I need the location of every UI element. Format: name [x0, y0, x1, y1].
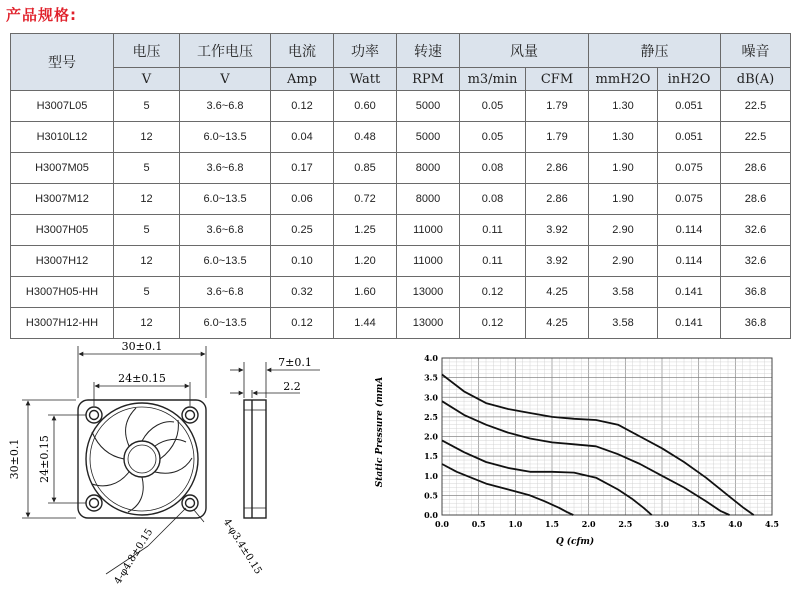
table-cell: 0.075	[658, 153, 721, 184]
table-cell: 2.90	[589, 215, 658, 246]
pq-curve-chart	[370, 348, 790, 548]
table-cell: 32.6	[721, 215, 791, 246]
table-cell: 12	[114, 308, 180, 339]
unit-cell: m3/min	[460, 68, 526, 91]
table-cell: 8000	[397, 153, 460, 184]
header-airflow: 风量	[460, 34, 589, 68]
hole-diameter-inner: 4-φ3.4±0.15	[220, 516, 264, 577]
table-cell: 11000	[397, 246, 460, 277]
table-cell: 6.0~13.5	[180, 246, 271, 277]
unit-cell: inH2O	[658, 68, 721, 91]
header-noise: 噪音	[721, 34, 791, 68]
table-cell: 12	[114, 184, 180, 215]
table-cell: 5	[114, 91, 180, 122]
table-cell: 28.6	[721, 153, 791, 184]
hole-spacing-dimension: 24±0.15	[118, 372, 166, 385]
table-cell: 1.79	[526, 122, 589, 153]
table-cell: 3.58	[589, 277, 658, 308]
table-cell: 0.11	[460, 215, 526, 246]
table-cell: 13000	[397, 308, 460, 339]
table-cell: 0.05	[460, 91, 526, 122]
table-cell: 0.85	[334, 153, 397, 184]
unit-cell: V	[114, 68, 180, 91]
x-tick-label: 3.0	[655, 519, 669, 529]
table-cell: 3.92	[526, 246, 589, 277]
table-cell: 6.0~13.5	[180, 184, 271, 215]
fan-front-view	[78, 400, 206, 518]
model-cell: H3010L12	[11, 122, 114, 153]
y-axis-label: Static Pressure (mmA	[375, 376, 385, 488]
height-dimension: 30±0.1	[8, 438, 21, 480]
pq-curve-2	[442, 401, 730, 515]
header-voltage: 电压	[114, 34, 180, 68]
fan-side-view	[244, 400, 266, 518]
y-tick-label: 1.5	[424, 451, 438, 462]
table-cell: 2.86	[526, 184, 589, 215]
table-cell: 22.5	[721, 91, 791, 122]
table-cell: 6.0~13.5	[180, 122, 271, 153]
table-cell: 0.12	[460, 308, 526, 339]
table-cell: 0.17	[271, 153, 334, 184]
page-title: 产品规格:	[6, 6, 77, 24]
spec-table	[10, 33, 791, 339]
table-cell: 0.25	[271, 215, 334, 246]
table-cell: 22.5	[721, 122, 791, 153]
unit-cell: Amp	[271, 68, 334, 91]
header-speed: 转速	[397, 34, 460, 68]
table-cell: 3.6~6.8	[180, 91, 271, 122]
table-cell: 0.075	[658, 184, 721, 215]
unit-cell: V	[180, 68, 271, 91]
table-cell: 5	[114, 277, 180, 308]
table-row	[11, 215, 791, 246]
x-axis-label: Q (cfm)	[555, 537, 595, 547]
header-current: 电流	[271, 34, 334, 68]
x-tick-label: 1.5	[545, 519, 559, 529]
table-cell: 12	[114, 122, 180, 153]
table-cell: 3.58	[589, 308, 658, 339]
model-cell: H3007H05	[11, 215, 114, 246]
table-row	[11, 277, 791, 308]
table-cell: 0.04	[271, 122, 334, 153]
model-cell: H3007H12	[11, 246, 114, 277]
table-cell: 0.32	[271, 277, 334, 308]
x-tick-label: 1.0	[508, 519, 523, 529]
table-cell: 0.141	[658, 277, 721, 308]
table-cell: 36.8	[721, 277, 791, 308]
flange-dimension: 2.2	[283, 380, 301, 393]
table-cell: 1.90	[589, 184, 658, 215]
table-cell: 0.06	[271, 184, 334, 215]
table-row	[11, 246, 791, 277]
table-cell: 3.6~6.8	[180, 153, 271, 184]
table-cell: 0.11	[460, 246, 526, 277]
table-cell: 0.05	[460, 122, 526, 153]
x-tick-label: 0.0	[435, 519, 449, 529]
table-cell: 32.6	[721, 246, 791, 277]
chart-ticks	[424, 353, 779, 529]
model-cell: H3007H12-HH	[11, 308, 114, 339]
table-row	[11, 184, 791, 215]
header-working-voltage: 工作电压	[180, 34, 271, 68]
y-tick-label: 2.0	[424, 431, 438, 442]
table-cell: 0.141	[658, 308, 721, 339]
hole-diameter-outer: 4-φ4.8±0.15	[112, 526, 156, 587]
table-cell: 0.051	[658, 91, 721, 122]
table-cell: 28.6	[721, 184, 791, 215]
unit-cell: dB(A)	[721, 68, 791, 91]
table-cell: 4.25	[526, 277, 589, 308]
table-cell: 5000	[397, 122, 460, 153]
table-cell: 36.8	[721, 308, 791, 339]
table-cell: 0.08	[460, 184, 526, 215]
table-cell: 0.114	[658, 246, 721, 277]
unit-cell: RPM	[397, 68, 460, 91]
y-tick-label: 3.0	[424, 392, 438, 403]
header-model: 型号	[11, 34, 114, 91]
table-row	[11, 122, 791, 153]
table-cell: 1.79	[526, 91, 589, 122]
table-cell: 1.30	[589, 91, 658, 122]
table-cell: 5	[114, 215, 180, 246]
width-dimension: 30±0.1	[121, 340, 163, 353]
table-cell: 1.20	[334, 246, 397, 277]
y-tick-label: 0.0	[424, 510, 438, 520]
table-cell: 0.10	[271, 246, 334, 277]
table-cell: 0.12	[271, 91, 334, 122]
table-cell: 0.48	[334, 122, 397, 153]
x-tick-label: 3.5	[691, 519, 706, 529]
table-cell: 8000	[397, 184, 460, 215]
table-row	[11, 153, 791, 184]
model-cell: H3007M12	[11, 184, 114, 215]
table-row	[11, 91, 791, 122]
table-cell: 1.30	[589, 122, 658, 153]
y-tick-label: 2.5	[424, 411, 438, 422]
table-cell: 0.60	[334, 91, 397, 122]
table-cell: 5	[114, 153, 180, 184]
table-cell: 0.12	[271, 308, 334, 339]
table-cell: 1.44	[334, 308, 397, 339]
table-cell: 1.60	[334, 277, 397, 308]
x-tick-label: 4.5	[765, 519, 779, 529]
model-cell: H3007M05	[11, 153, 114, 184]
x-tick-label: 2.0	[581, 519, 596, 529]
table-cell: 12	[114, 246, 180, 277]
y-tick-label: 3.5	[424, 372, 438, 383]
x-tick-label: 0.5	[471, 519, 486, 529]
model-cell: H3007L05	[11, 91, 114, 122]
thickness-dimension: 7±0.1	[278, 356, 312, 369]
header-static-pressure: 静压	[589, 34, 721, 68]
x-tick-label: 2.5	[618, 519, 633, 529]
table-cell: 0.114	[658, 215, 721, 246]
table-cell: 2.90	[589, 246, 658, 277]
table-cell: 3.6~6.8	[180, 277, 271, 308]
y-tick-label: 0.5	[424, 490, 438, 501]
table-cell: 0.08	[460, 153, 526, 184]
chart-curves	[442, 375, 754, 516]
table-cell: 0.051	[658, 122, 721, 153]
table-cell: 0.72	[334, 184, 397, 215]
vertical-hole-dimension: 24±0.15	[38, 435, 51, 483]
table-cell: 6.0~13.5	[180, 308, 271, 339]
table-cell: 1.90	[589, 153, 658, 184]
table-cell: 4.25	[526, 308, 589, 339]
pq-curve-1	[442, 375, 754, 516]
fan-dimension-drawing	[0, 338, 370, 589]
table-cell: 2.86	[526, 153, 589, 184]
table-cell: 3.92	[526, 215, 589, 246]
y-tick-label: 4.0	[424, 353, 438, 363]
unit-cell: CFM	[526, 68, 589, 91]
unit-cell: mmH2O	[589, 68, 658, 91]
model-cell: H3007H05-HH	[11, 277, 114, 308]
table-cell: 11000	[397, 215, 460, 246]
header-power: 功率	[334, 34, 397, 68]
table-row	[11, 308, 791, 339]
table-cell: 1.25	[334, 215, 397, 246]
table-cell: 13000	[397, 277, 460, 308]
table-cell: 3.6~6.8	[180, 215, 271, 246]
y-tick-label: 1.0	[424, 470, 438, 481]
unit-cell: Watt	[334, 68, 397, 91]
x-tick-label: 4.0	[728, 519, 743, 529]
table-cell: 0.12	[460, 277, 526, 308]
table-cell: 5000	[397, 91, 460, 122]
